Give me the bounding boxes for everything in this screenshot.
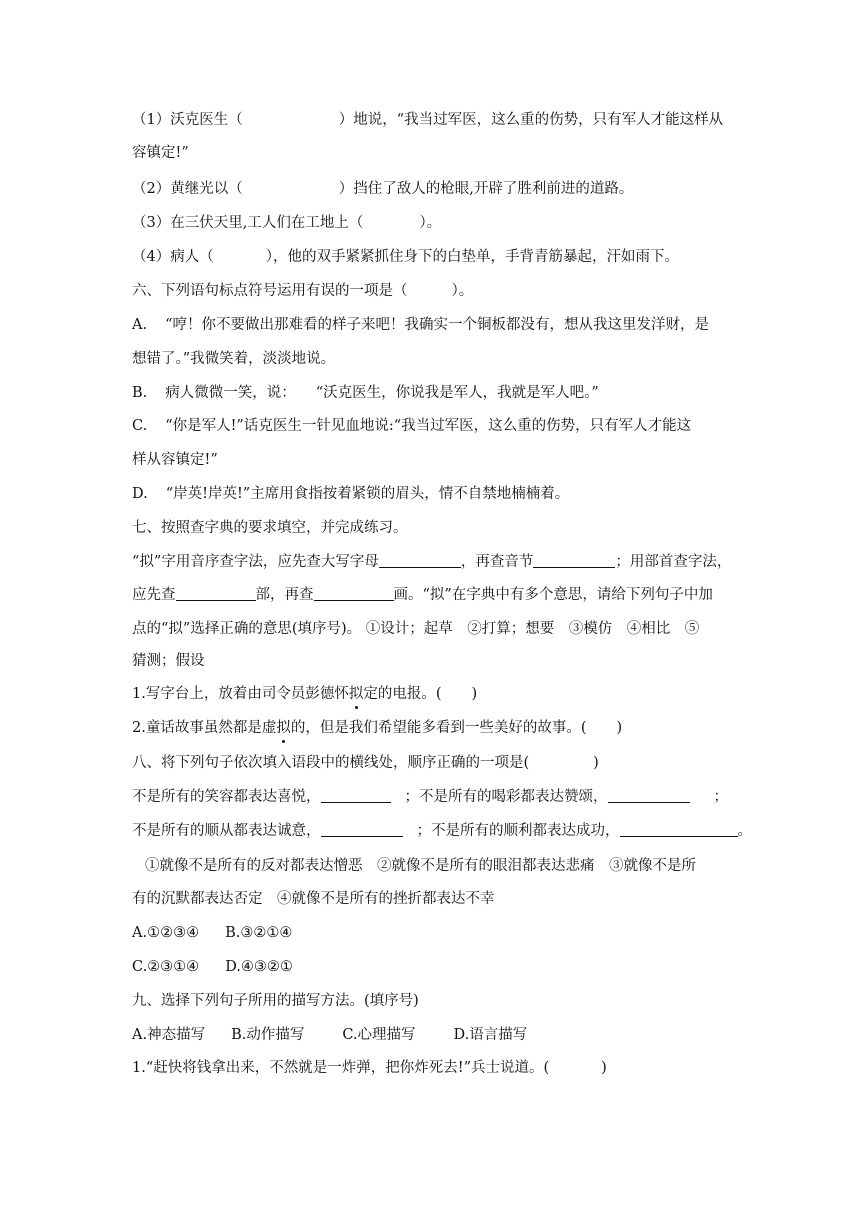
s7-q1-text-c: ) <box>471 686 478 702</box>
s8-blank-4[interactable] <box>620 821 738 837</box>
s8-blank-3[interactable] <box>321 821 403 837</box>
s6-d-label: D. <box>132 486 148 502</box>
s5-item-1 <box>132 110 723 130</box>
s8-l2-text-c: 。 <box>737 823 752 839</box>
s8-l1-text-b: ；不是所有的喝彩都表达赞颂， <box>404 789 608 805</box>
s8-l1-text-c: ； <box>713 789 728 805</box>
s6-title <box>132 281 473 301</box>
s5-q3-text-a: （3）在三伏天里,工人们在工地上（ <box>132 215 364 231</box>
s8-l2-text-a: 不是所有的顺从都表达诚意， <box>132 823 321 839</box>
s6-a-text: “哼！你不要做出那难看的样子来吧！我确实一个铜板都没有，想从我这里发洋财，是 <box>165 317 710 333</box>
s8-blank-1[interactable] <box>321 787 391 803</box>
s8-choice-a[interactable]: A.①②③④ <box>132 925 200 941</box>
s8-blank-2[interactable] <box>608 787 690 803</box>
s6-a-label: A. <box>132 317 148 333</box>
s7-l2-text-a: 应先查 <box>132 587 176 603</box>
s7-q1-dotted-char: 拟 <box>348 686 364 702</box>
s7-l1-text-a: “拟”字用音序查字法，应先查大写字母 <box>132 554 379 570</box>
s6-option-c-cont: 样从容镇定!” <box>132 452 218 468</box>
s7-q2-text-a: 2.童话故事虽然都是虚 <box>132 720 277 736</box>
s7-line-1 <box>132 552 731 572</box>
s7-question-2 <box>132 718 622 738</box>
s5-q4-text-a: （4）病人（ <box>132 249 214 265</box>
s5-q1-text-a: （1）沃克医生（ <box>132 112 243 128</box>
s9-choice-b: B.动作描写 <box>231 1027 305 1043</box>
s5-q3-text-b: ）。 <box>419 215 442 231</box>
s9-choice-d: D.语言描写 <box>453 1027 528 1043</box>
s7-l2-text-b: 部，再查 <box>255 587 314 603</box>
s5-q2-text-b: ）挡住了敌人的枪眼,开辟了胜利前进的道路。 <box>338 181 634 197</box>
s8-title-text: 八、将下列句子依次填入语段中的横线处，顺序正确的一项是( <box>132 755 530 771</box>
s6-option-d <box>132 484 569 504</box>
s7-radical-blank[interactable] <box>176 585 256 601</box>
s8-choice-d[interactable]: D.④③②① <box>225 959 293 975</box>
s6-c-label: C. <box>132 418 148 434</box>
s8-options-line-2: 有的沉默都表达否定 ④就像不是所有的挫折都表达不幸 <box>132 891 495 907</box>
s6-option-c <box>132 416 691 436</box>
s5-item-3 <box>132 213 441 233</box>
s5-item-1-cont: 容镇定!” <box>132 145 189 161</box>
s7-line-2 <box>132 585 713 605</box>
s5-item-2 <box>132 179 633 199</box>
s9-title: 九、选择下列句子所用的描写方法。(填序号) <box>132 993 419 1009</box>
s7-l1-text-b: ，再查音节 <box>460 554 534 570</box>
s6-c-text: “你是军人!”话克医生一针见血地说:“我当过军医，这么重的伤势，只有军人才能这 <box>165 418 692 434</box>
s7-strokes-blank[interactable] <box>314 585 394 601</box>
s8-title-end: ) <box>593 755 599 771</box>
s7-l2-text-c: 画。“拟”在字典中有多个意思，请给下列句子中加 <box>393 587 713 603</box>
s9-choice-a: A.神态描写 <box>132 1027 206 1043</box>
s9-q1-text: 1.“赶快将钱拿出来，不然就是一炸弹，把你炸死去!”兵士说道。( <box>132 1060 550 1076</box>
s9-choice-c: C.心理描写 <box>342 1027 416 1043</box>
s7-title: 七、按照查字典的要求填空，并完成练习。 <box>132 520 408 536</box>
s7-syllable-blank[interactable] <box>533 552 615 568</box>
s8-choices-row-1 <box>132 923 292 943</box>
s6-option-a-cont: 想错了。”我微笑着，淡淡地说。 <box>132 351 336 367</box>
s6-title-end: ）。 <box>451 283 474 299</box>
s6-b-text-b: “沃克医生，你说我是军人，我就是军人吧。” <box>315 385 599 401</box>
s8-l2-text-b: ；不是所有的顺利都表达成功， <box>416 823 620 839</box>
s7-q1-text-b: 定的电报。( <box>363 686 442 702</box>
s7-l1-text-c: ；用部首查字法， <box>615 554 732 570</box>
s6-d-text: “岸英!岸英!”主席用食指按着紧锁的眉头，情不自禁地楠楠着。 <box>165 486 570 502</box>
s6-b-label: B. <box>132 385 148 401</box>
s7-q1-text-a: 1.写字台上，放着由司令员彭德怀 <box>132 686 349 702</box>
s6-title-text: 六、下列语句标点符号运用有误的一项是（ <box>132 283 408 299</box>
s8-line-1 <box>132 787 728 807</box>
s6-option-b <box>132 383 599 403</box>
s8-title <box>132 753 599 773</box>
s7-q2-text-c: ) <box>616 720 623 736</box>
s7-line-3: 点的“拟”选择正确的意思(填序号)。 ①设计；起草 ②打算；想要 ③模仿 ④相比 ⑤ <box>132 621 700 637</box>
s7-q2-dotted-char: 拟 <box>276 720 291 736</box>
s8-line-2 <box>132 821 752 841</box>
s8-l1-text-a: 不是所有的笑容都表达喜悦， <box>132 789 321 805</box>
s6-b-text-a: 病人微微一笑，说： <box>165 385 296 401</box>
s6-option-a <box>132 315 709 335</box>
s5-q4-text-b: ），他的双手紧紧抓住身下的白垫单，手背青筋暴起，汗如雨下。 <box>265 249 679 265</box>
s5-item-4 <box>132 247 679 267</box>
s8-options-line-1: ①就像不是所有的反对都表达憎恶 ②就像不是所有的眼泪都表达悲痛 ③就像不是所 <box>145 858 696 874</box>
s5-q2-text-a: （2）黄继光以（ <box>132 181 243 197</box>
s8-choice-c[interactable]: C.②③①④ <box>132 959 200 975</box>
s7-letter-blank[interactable] <box>379 552 461 568</box>
s9-q1-text-end: ) <box>601 1060 607 1076</box>
s8-choice-b[interactable]: B.③②①④ <box>225 925 293 941</box>
s9-choices <box>132 1025 527 1045</box>
s7-line-4: 猜测；假设 <box>132 653 205 669</box>
s9-question-1 <box>132 1058 607 1078</box>
s8-choices-row-2 <box>132 957 293 977</box>
s7-question-1 <box>132 684 477 704</box>
s7-q2-text-b: 的，但是我们希望能多看到一些美好的故事。( <box>290 720 587 736</box>
s5-q1-text-b: ）地说，“我当过军医，这么重的伤势，只有军人才能这样从 <box>338 112 724 128</box>
